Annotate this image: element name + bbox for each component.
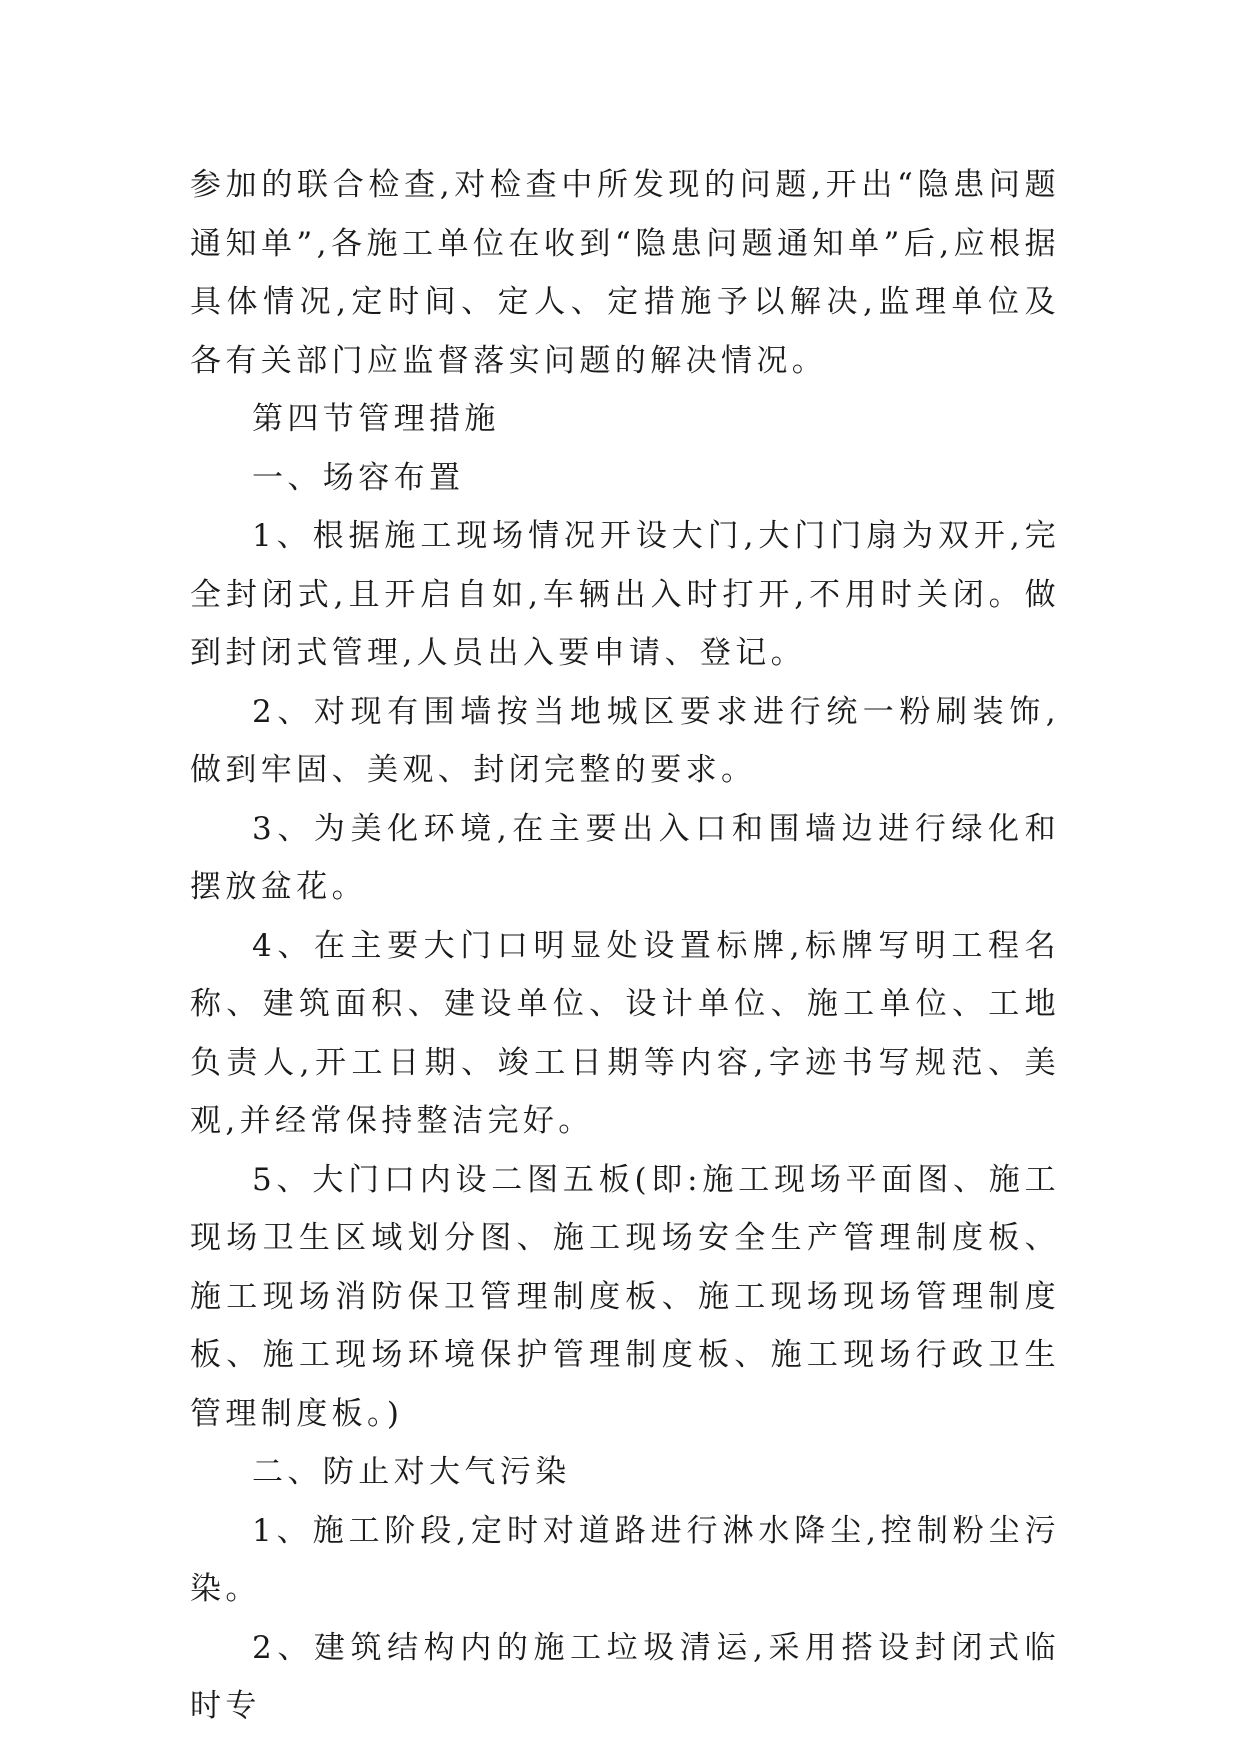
subheading-site-layout: 一、场容布置 xyxy=(252,459,465,496)
paragraph-item-2-waste: 2、建筑结构内的施工垃圾清运,采用搭设封闭式临时专 xyxy=(190,1629,1060,1724)
paragraph-item-5-boards: 5、大门口内设二图五板(即:施工现场平面图、施工现场卫生区域划分图、施工现场安全生产管理制度板、施工现场消防保卫管理制度板、施工现场现场管理制度板、施工现场环境保护管理制度板、施工现场行政卫生管理制度板。) xyxy=(190,1161,1060,1432)
subheading-air-pollution: 二、防止对大气污染 xyxy=(252,1454,571,1490)
paragraph-item-3-greening: 3、为美化环境,在主要出入口和围墙边进行绿化和摆放盆花。 xyxy=(190,810,1060,905)
paragraph-item-1-gate: 1、根据施工现场情况开设大门,大门门扇为双开,完全封闭式,且开启自如,车辆出入时打开,不用时关闭。做到封闭式管理,人员出入要申请、登记。 xyxy=(190,518,1060,671)
paragraph-item-4-signboard: 4、在主要大门口明显处设置标牌,标牌写明工程名称、建筑面积、建设单位、设计单位、施工单位、工地负责人,开工日期、竣工日期等内容,字迹书写规范、美观,并经常保持整洁完好。 xyxy=(190,927,1060,1139)
paragraph-item-2-wall: 2、对现有围墙按当地城区要求进行统一粉刷装饰,做到牢固、美观、封闭完整的要求。 xyxy=(190,693,1060,788)
section-heading-management-measures: 第四节管理措施 xyxy=(252,401,500,437)
paragraph-item-1-dust: 1、施工阶段,定时对道路进行淋水降尘,控制粉尘污染。 xyxy=(190,1512,1060,1607)
paragraph-inspection: 参加的联合检查,对检查中所发现的问题,开出“隐患问题通知单”,各施工单位在收到“隐患问题通知单”后,应根据具体情况,定时间、定人、定措施予以解决,监理单位及各有关部门应监督落实问题的解决情况。 xyxy=(190,167,1060,379)
document-body xyxy=(190,156,1060,1736)
